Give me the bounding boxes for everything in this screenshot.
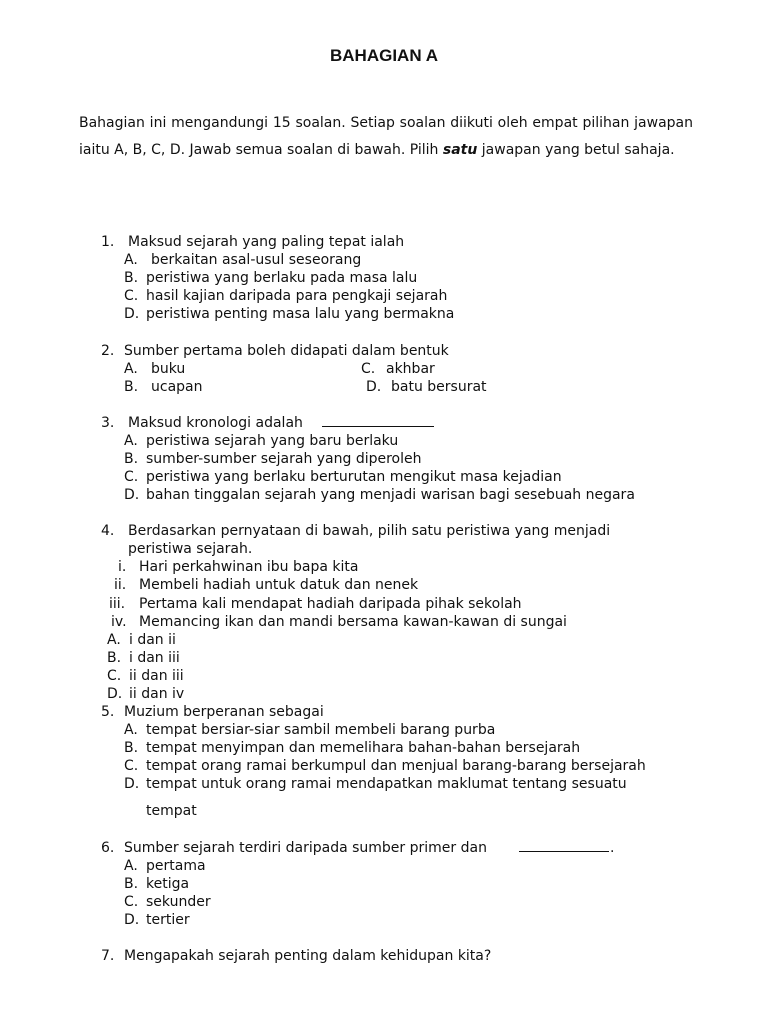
option-letter: D.: [107, 686, 123, 702]
question-text: Sumber pertama boleh didapati dalam bentuk: [124, 343, 449, 359]
statement-numeral: iv.: [111, 614, 127, 630]
instructions-text-end: jawapan yang betul sahaja.: [477, 141, 675, 158]
option-text: batu bersurat: [391, 379, 487, 395]
option-text: pertama: [146, 858, 206, 874]
question-number: 6.: [101, 840, 115, 856]
option-text: tertier: [146, 912, 190, 928]
question-number: 4.: [101, 523, 115, 539]
option-text: sumber-sumber sejarah yang diperoleh: [146, 451, 422, 467]
section-title: BAHAGIAN A: [330, 46, 438, 65]
option-text: ucapan: [151, 379, 203, 395]
option-letter: A.: [124, 858, 138, 874]
option-letter: A.: [124, 252, 138, 268]
option-letter: C.: [124, 758, 139, 774]
question-number: 3.: [101, 415, 115, 431]
question-text: Sumber sejarah terdiri daripada sumber primer dan: [124, 840, 487, 856]
option-letter: C.: [124, 469, 139, 485]
option-text: i dan iii: [129, 650, 180, 666]
question-text: Maksud kronologi adalah: [128, 415, 303, 431]
question-number: 7.: [101, 948, 115, 964]
option-letter: C.: [361, 361, 376, 377]
statement-text: Hari perkahwinan ibu bapa kita: [139, 559, 359, 575]
option-text: i dan ii: [129, 632, 176, 648]
option-text: buku: [151, 361, 186, 377]
option-text: bahan tinggalan sejarah yang menjadi warisan bagi sesebuah negara: [146, 487, 635, 503]
statement-numeral: i.: [118, 559, 127, 575]
option-letter: B.: [124, 740, 139, 756]
option-text: peristiwa yang berlaku berturutan mengikut masa kejadian: [146, 469, 562, 485]
option-letter: B.: [124, 451, 139, 467]
answer-blank: [519, 839, 609, 857]
option-text: ii dan iii: [129, 668, 184, 684]
option-letter: D.: [124, 306, 140, 322]
option-text-cont: tempat: [146, 803, 197, 819]
answer-blank: [322, 414, 434, 432]
option-letter: A.: [124, 433, 138, 449]
option-letter: C.: [107, 668, 122, 684]
statement-text: Pertama kali mendapat hadiah daripada pihak sekolah: [139, 596, 522, 612]
question-text: Muzium berperanan sebagai: [124, 704, 324, 720]
statement-text: Memancing ikan dan mandi bersama kawan-kawan di sungai: [139, 614, 567, 630]
option-text: tempat bersiar-siar sambil membeli barang purba: [146, 722, 496, 738]
question-text: Mengapakah sejarah penting dalam kehidupan kita?: [124, 948, 492, 964]
option-text: peristiwa sejarah yang baru berlaku: [146, 433, 399, 449]
option-text: peristiwa yang berlaku pada masa lalu: [146, 270, 418, 286]
option-letter: B.: [124, 379, 139, 395]
statement-numeral: iii.: [109, 596, 126, 612]
question-text-cont: peristiwa sejarah.: [128, 541, 253, 557]
option-text: tempat menyimpan dan memelihara bahan-bahan bersejarah: [146, 740, 581, 756]
question-number: 5.: [101, 704, 115, 720]
option-letter: B.: [107, 650, 122, 666]
statement-numeral: ii.: [114, 577, 127, 593]
option-text: berkaitan asal-usul seseorang: [151, 252, 362, 268]
option-letter: C.: [124, 894, 139, 910]
option-letter: D.: [124, 776, 140, 792]
option-letter: A.: [124, 722, 138, 738]
option-letter: B.: [124, 270, 139, 286]
option-letter: C.: [124, 288, 139, 304]
instructions: [79, 110, 693, 163]
option-text: ketiga: [146, 876, 190, 892]
option-letter: D.: [366, 379, 382, 395]
option-letter: A.: [107, 632, 121, 648]
question-text: Maksud sejarah yang paling tepat ialah: [128, 234, 405, 250]
question-text: Berdasarkan pernyataan di bawah, pilih satu peristiwa yang menjadi: [128, 523, 611, 539]
option-text: sekunder: [146, 894, 211, 910]
question-number: 1.: [101, 234, 115, 250]
instructions-emphasis: satu: [442, 141, 478, 158]
question-number: 2.: [101, 343, 115, 359]
option-letter: D.: [124, 912, 140, 928]
option-text: peristiwa penting masa lalu yang bermakna: [146, 306, 455, 322]
option-text: hasil kajian daripada para pengkaji sejarah: [146, 288, 448, 304]
option-text: akhbar: [386, 361, 435, 377]
option-letter: B.: [124, 876, 139, 892]
option-text: tempat orang ramai berkumpul dan menjual barang-barang bersejarah: [146, 758, 646, 774]
option-letter: D.: [124, 487, 140, 503]
question-tail: .: [610, 840, 615, 856]
option-text: ii dan iv: [129, 686, 185, 702]
instructions-text: Bahagian ini mengandungi 15 soalan. Setiap soalan diikuti oleh empat pilihan jawapan iaitu A, B, C, D. Jawab semua soalan di bawah. Pilih: [79, 115, 693, 158]
statement-text: Membeli hadiah untuk datuk dan nenek: [139, 577, 419, 593]
option-letter: A.: [124, 361, 138, 377]
option-text: tempat untuk orang ramai mendapatkan maklumat tentang sesuatu: [146, 776, 627, 792]
